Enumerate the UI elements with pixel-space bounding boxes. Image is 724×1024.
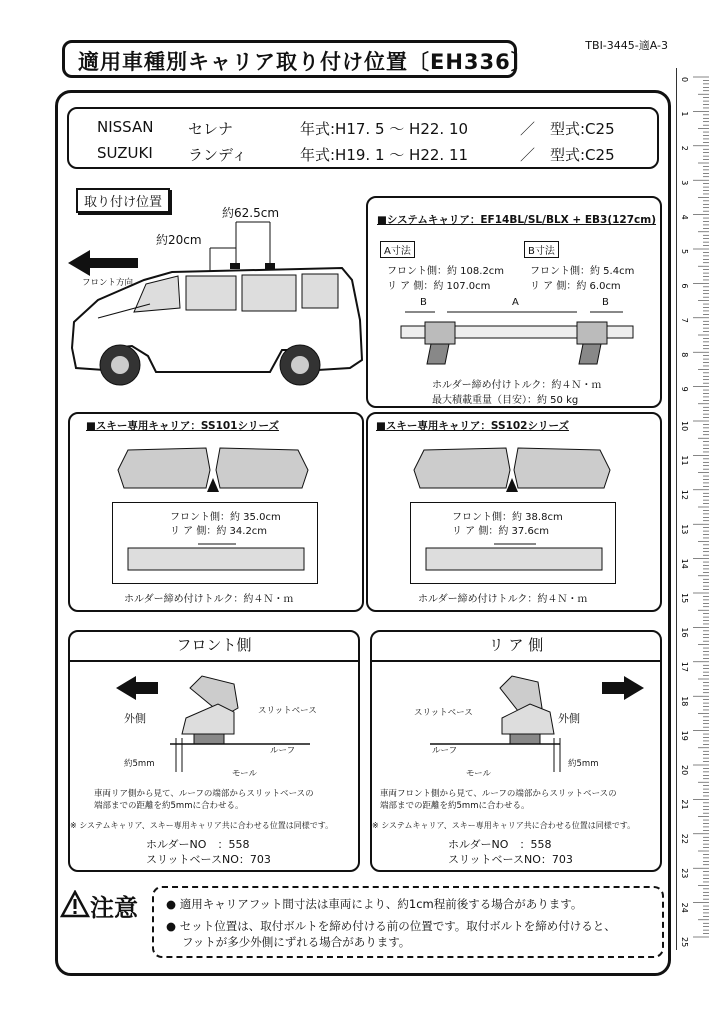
ski101-front: フロント側：約 35.0cm: [170, 512, 281, 523]
ruler-number: 17: [680, 661, 689, 672]
rear-window: [302, 274, 338, 308]
car-illustration: [60, 200, 365, 400]
ruler-number: 8: [680, 352, 689, 358]
side-window: [242, 275, 296, 311]
ruler-number: 23: [680, 868, 689, 879]
rear-slit-base-label: スリットベース: [414, 708, 473, 718]
caution-item-1: ● 適用キャリアフット間寸法は車両により、約1cm程前後する場合があります。: [166, 897, 583, 911]
ski101-rear: リ ア 側：約 34.2cm: [170, 526, 268, 537]
ruler-number: 19: [680, 730, 689, 741]
ski102-bar-detail: [416, 540, 608, 576]
vehicle-type: 型式:C25: [550, 146, 615, 164]
left-foot: [425, 322, 455, 344]
rear-desc-line1: 車両フロント側から見て、ルーフの端部からスリットベースの: [380, 789, 617, 799]
ski-rack-right: [216, 448, 308, 488]
front-slit-base-label: スリットベース: [258, 706, 317, 716]
front-slitbase-no: スリットベースNO：703: [146, 853, 271, 866]
ski101-bar-detail: [118, 540, 310, 576]
ruler-number: 13: [680, 524, 689, 535]
vehicle-slash: ／: [520, 120, 536, 138]
ski101-diagram: [110, 440, 320, 500]
ski102-torque: ホルダー締め付けトルク：約４Ｎ・ｍ: [418, 594, 588, 605]
caution-line1: 適用キャリアフット間寸法は車両により、約1cm程前後する場合があります。: [179, 897, 583, 911]
slit-base-shape: [182, 704, 234, 734]
front-gap-label: 約5mm: [124, 759, 155, 769]
ruler-number: 2: [680, 145, 689, 151]
vehicle-years: 年式:H17. 5 〜 H22. 10: [300, 120, 469, 138]
front-note: ※ システムキャリア、スキー専用キャリア共に合わせる位置は同様です。: [70, 821, 334, 830]
front-spacing-label: 約20cm: [156, 233, 202, 247]
system-carrier-diagram: [395, 308, 645, 376]
front-side-title: フロント側: [68, 630, 360, 662]
rear-note: ※ システムキャリア、スキー専用キャリア共に合わせる位置は同様です。: [372, 821, 636, 830]
doc-number: TBI-3445-適A-3: [585, 39, 668, 52]
a-front-value: フロント側：約 108.2cm: [387, 266, 505, 277]
front-hub: [111, 356, 129, 374]
ski102-title: ■スキー専用キャリア：SS102シリーズ: [376, 420, 569, 432]
ski102-front: フロント側：約 38.8cm: [452, 512, 563, 523]
front-desc-line2: 端部までの距離を約5mmに合わせる。: [94, 801, 244, 811]
front-direction-arrow: [68, 250, 138, 276]
rear-side-title: リ ア 側: [370, 630, 662, 662]
rear-hub: [291, 356, 309, 374]
vehicle-model: ランディ: [188, 146, 247, 164]
ruler-number: 24: [680, 902, 689, 913]
page-title: 適用車種別キャリア取り付け位置〔EH336〕: [78, 50, 533, 74]
vehicle-type: 型式:C25: [550, 120, 615, 138]
position-label: 取り付け位置: [76, 188, 170, 213]
ski-rack-left: [118, 448, 210, 488]
front-direction-label: フロント方向: [82, 278, 134, 288]
b-rear-value: リ ア 側：約 6.0cm: [530, 281, 621, 292]
vehicle-maker: SUZUKI: [97, 144, 153, 162]
vehicle-maker: NISSAN: [97, 118, 154, 136]
system-carrier-title: ■システムキャリア：EF14BL/SL/BLX + EB3(127cm): [377, 214, 657, 226]
vehicle-slash: ／: [520, 146, 536, 164]
caution-line2b: フットが多少外側にずれる場合があります。: [182, 935, 411, 949]
front-roof-label: ルーフ: [270, 746, 296, 756]
system-max-load: 最大積載重量（目安）：約 50 kg: [432, 395, 579, 406]
right-foot: [577, 322, 607, 344]
front-holder-no: ホルダーNO ：558: [146, 838, 250, 851]
crossbar-detail: [426, 548, 602, 570]
caution-item-2: ● セット位置は、取付ボルトを締め付ける前の位置です。取付ボルトを締め付けると、: [166, 919, 616, 933]
ski102-diagram: [406, 440, 616, 500]
caution-line2a: セット位置は、取付ボルトを締め付ける前の位置です。取付ボルトを締め付けると、: [179, 919, 616, 933]
outside-arrow: [116, 676, 158, 700]
front-molding-label: モール: [232, 769, 257, 779]
front-desc-line1: 車両リア側から見て、ルーフの端部からスリットベースの: [94, 789, 314, 799]
ruler-number: 3: [680, 180, 689, 186]
ruler-number: 21: [680, 799, 689, 810]
ruler-number: 7: [680, 317, 689, 323]
ruler-number: 20: [680, 765, 689, 776]
left-holder: [427, 344, 449, 364]
ruler-number: 5: [680, 249, 689, 255]
ruler-number: 4: [680, 214, 689, 220]
molding-shape: [510, 734, 540, 744]
ski101-torque: ホルダー締め付けトルク：約４Ｎ・ｍ: [124, 594, 294, 605]
a-dim-marker: A: [512, 297, 519, 308]
vehicle-model: セレナ: [188, 120, 234, 138]
ruler-number: 0: [680, 77, 689, 83]
ski102-rear: リ ア 側：約 37.6cm: [452, 526, 550, 537]
vehicle-years: 年式:H19. 1 〜 H22. 11: [300, 146, 469, 164]
center-mark: [207, 478, 219, 492]
ruler-number: 6: [680, 283, 689, 289]
bar-spacing-label: 約62.5cm: [222, 206, 280, 220]
rear-molding-label: モール: [466, 769, 491, 779]
b-dim-marker: B: [602, 297, 609, 308]
a-dimension-label: A寸法: [380, 241, 415, 258]
rear-slitbase-no: スリットベースNO：703: [448, 853, 573, 866]
ruler-number: 10: [680, 421, 689, 432]
front-foot: [230, 263, 240, 269]
cm-ruler: [676, 68, 709, 950]
ruler-number: 18: [680, 696, 689, 707]
ruler-number: 11: [680, 455, 689, 466]
rear-desc-line2: 端部までの距離を約5mmに合わせる。: [380, 801, 530, 811]
rear-gap-label: 約5mm: [568, 759, 599, 769]
a-rear-value: リ ア 側：約 107.0cm: [387, 281, 491, 292]
ruler-number: 12: [680, 489, 689, 500]
caution-heading: 注意: [90, 894, 138, 922]
ski-rack-left: [414, 448, 510, 488]
warning-icon: [60, 890, 90, 918]
b-front-value: フロント側：約 5.4cm: [530, 266, 635, 277]
b-dim-marker: B: [420, 297, 427, 308]
rear-outside-label: 外側: [558, 712, 580, 725]
front-window: [186, 276, 236, 310]
ruler-number: 25: [680, 937, 689, 948]
ruler-number: 16: [680, 627, 689, 638]
ski101-title: ■スキー専用キャリア：SS101シリーズ: [86, 420, 279, 432]
ruler-ticks: [677, 68, 709, 950]
rear-holder-no: ホルダーNO ：558: [448, 838, 552, 851]
crossbar-detail: [128, 548, 304, 570]
system-torque: ホルダー締め付けトルク：約４Ｎ・ｍ: [432, 380, 602, 391]
rear-side-diagram: [410, 668, 650, 778]
ruler-number: 9: [680, 386, 689, 392]
outside-arrow: [602, 676, 644, 700]
right-holder: [579, 344, 601, 364]
ski-rack-right: [514, 448, 610, 488]
ruler-number: 15: [680, 593, 689, 604]
ruler-number: 1: [680, 111, 689, 117]
molding-shape: [194, 734, 224, 744]
ruler-number: 14: [680, 558, 689, 569]
front-outside-label: 外側: [124, 712, 146, 725]
rear-roof-label: ルーフ: [432, 746, 458, 756]
rear-foot: [265, 263, 275, 269]
slit-base-shape: [502, 704, 554, 734]
ruler-number: 22: [680, 833, 689, 844]
b-dimension-label: B寸法: [524, 241, 559, 258]
